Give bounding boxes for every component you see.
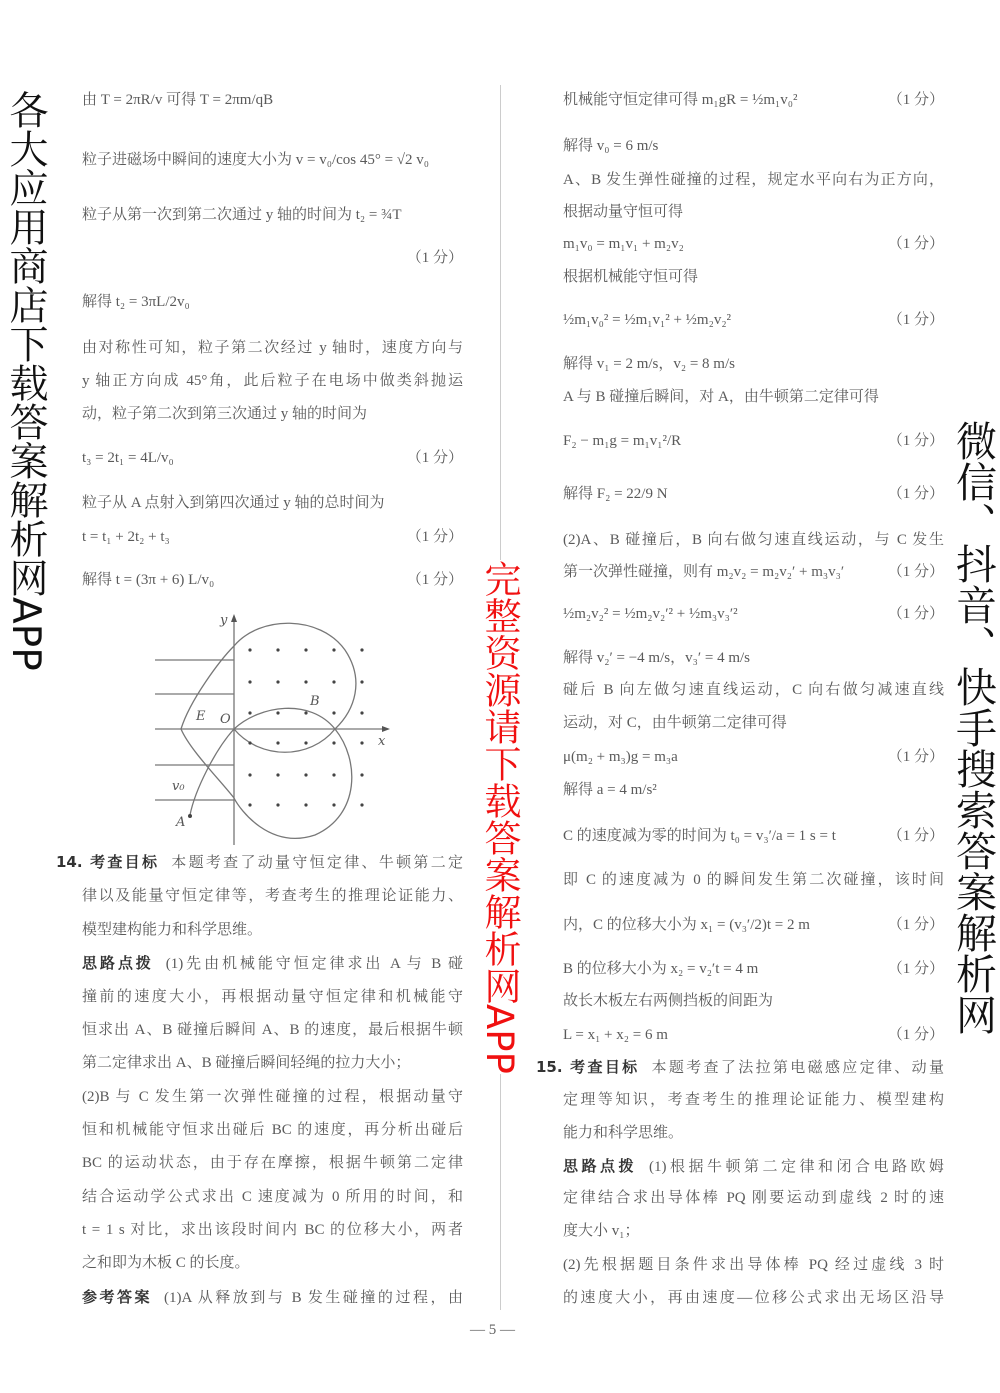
line-text: 根据机械能守恒可得 xyxy=(563,269,699,285)
text-line xyxy=(82,1153,463,1173)
field-dot xyxy=(276,648,279,651)
line-text: 第一次弹性碰撞，则有 m₂v₂ = m₂v₂′ + m₃v₃′ xyxy=(563,564,845,580)
line-text: 内，C 的位移大小为 x₁ = (v₃′/2)t = 2 m xyxy=(563,917,810,933)
field-e-label: E xyxy=(196,709,206,724)
text-line xyxy=(563,1221,944,1241)
text-line xyxy=(82,1253,463,1273)
text-line xyxy=(563,1025,878,1045)
field-dot xyxy=(332,648,335,651)
text-line xyxy=(563,1188,944,1208)
line-text: ½m₁v₀² = ½m₁v₁² + ½m₂v₂² xyxy=(563,312,732,328)
text-line xyxy=(563,870,944,890)
line-text: μ(m₂ + m₃)g = m₃a xyxy=(563,749,678,765)
line-text: (1)A 从释放到与 B 发生碰撞的过程，由 xyxy=(164,1290,463,1306)
text-line xyxy=(563,234,878,254)
text-line xyxy=(563,826,878,846)
line-text: 解得 v₂′ = −4 m/s，v₃′ = 4 m/s xyxy=(563,650,750,666)
score-label: （1 分） xyxy=(887,917,944,933)
line-text: 机械能守恒定律可得 m₁gR = ½m₁v₀² xyxy=(563,92,798,108)
line-text: 由 T = 2πR/v 可得 T = 2πm/qB xyxy=(82,92,274,108)
field-dot xyxy=(360,680,363,683)
line-text: 即 C 的速度减为 0 的瞬间发生第二次碰撞，该时间 xyxy=(563,872,944,888)
field-dot xyxy=(332,773,335,776)
field-dot xyxy=(276,680,279,683)
line-text: 解得 t = (3π + 6) L/v₀ xyxy=(82,572,215,588)
text-line xyxy=(563,431,878,451)
line-text: 模型建构能力和科学思维。 xyxy=(82,922,263,938)
field-dot xyxy=(304,648,307,651)
score-label: （1 分） xyxy=(887,564,944,580)
line-text: (2)B 与 C 发生第一次弹性碰撞的过程，根据动量守 xyxy=(82,1089,463,1105)
text-line xyxy=(82,338,463,358)
line-text: 能力和科学思维。 xyxy=(563,1125,684,1141)
text-line xyxy=(82,371,463,391)
text-line xyxy=(82,90,463,110)
field-dot xyxy=(248,680,251,683)
line-text: t₃ = 2t₁ = 4L/v₀ xyxy=(82,450,174,466)
text-line xyxy=(563,310,878,330)
line-text: 第二定律求出 A、B 碰撞后瞬间轻绳的拉力大小； xyxy=(82,1055,411,1071)
line-text: BC 的运动状态，由于存在摩擦，根据牛顿第二定律 xyxy=(82,1155,463,1171)
line-text: L = x₁ + x₂ = 6 m xyxy=(563,1027,668,1043)
text-line xyxy=(82,205,463,225)
text-line xyxy=(82,1053,463,1073)
line-text: (1)根据牛顿第二定律和闭合电路欧姆 xyxy=(649,1159,944,1175)
text-line xyxy=(563,136,944,156)
field-dot xyxy=(248,648,251,651)
field-dot xyxy=(304,773,307,776)
score-label: （1 分） xyxy=(887,236,944,252)
text-line xyxy=(563,604,878,624)
field-dot xyxy=(360,803,363,806)
particle-trajectory xyxy=(181,623,356,838)
section-heading: 14. 考查目标 xyxy=(56,853,160,871)
field-dot xyxy=(360,711,363,714)
section-heading-line xyxy=(563,1156,944,1177)
watermark-text: 各大应用商店下载答案解析网APP xyxy=(3,90,48,671)
section-heading-line xyxy=(536,1057,944,1078)
field-dot xyxy=(360,741,363,744)
point-a-label: A xyxy=(176,815,186,830)
field-dot xyxy=(276,711,279,714)
line-text: C 的速度减为零的时间为 t₀ = v₃′/a = 1 s = t xyxy=(563,828,836,844)
line-text: 粒子进磁场中瞬间的速度大小为 v = v₀/cos 45° = √2 v₀ xyxy=(82,152,430,168)
text-line xyxy=(82,493,463,513)
text-line xyxy=(563,680,944,700)
text-line xyxy=(563,915,878,935)
line-text: B 的位移大小为 x₂ = v₂′t = 4 m xyxy=(563,961,759,977)
x-axis-label: x xyxy=(378,734,386,749)
line-text: y 轴正方向成 45°角，此后粒子在电场中做类斜抛运 xyxy=(82,373,463,389)
text-line xyxy=(563,1123,944,1143)
line-text: t = 1 s 对比，求出该段时间内 BC 的位移大小，两者 xyxy=(82,1222,463,1238)
text-line xyxy=(82,1187,463,1207)
text-line xyxy=(82,1087,463,1107)
line-text: 的速度大小，再由速度—位移公式求出无场区沿导 xyxy=(563,1290,944,1306)
text-line xyxy=(563,202,944,222)
section-heading-line xyxy=(82,1287,463,1308)
text-line xyxy=(563,1288,944,1308)
field-dot xyxy=(332,741,335,744)
line-text: 故长木板左右两侧挡板的间距为 xyxy=(563,993,774,1009)
field-dot xyxy=(304,803,307,806)
section-heading: 参考答案 xyxy=(82,1288,153,1306)
score-label: （1 分） xyxy=(887,828,944,844)
text-line xyxy=(563,991,944,1011)
text-line xyxy=(563,713,944,733)
line-text: F₂ − m₁g = m₁v₁²/R xyxy=(563,433,682,449)
line-text: A 与 B 碰撞后瞬间，对 A，由牛顿第二定律可得 xyxy=(563,389,879,405)
field-dot xyxy=(332,680,335,683)
score-label: （1 分） xyxy=(406,450,463,466)
score-label: （1 分） xyxy=(406,529,463,545)
line-text: 解得 v₀ = 6 m/s xyxy=(563,138,659,154)
text-line xyxy=(82,1120,463,1140)
text-line xyxy=(563,747,878,767)
text-line xyxy=(82,404,463,424)
score-label: （1 分） xyxy=(406,250,463,266)
field-dot xyxy=(360,648,363,651)
line-text: 解得 v₁ = 2 m/s，v₂ = 8 m/s xyxy=(563,356,735,372)
point-a xyxy=(188,814,192,818)
text-line xyxy=(563,90,878,110)
text-line xyxy=(82,448,397,468)
line-text: 解得 a = 4 m/s² xyxy=(563,782,657,798)
text-line xyxy=(563,354,944,374)
line-text: 结合运动学公式求出 C 速度减为 0 所用的时间，和 xyxy=(82,1189,463,1205)
v0-label: v₀ xyxy=(172,779,185,794)
line-text: 本题考查了法拉第电磁感应定律、动量 xyxy=(651,1060,944,1076)
origin-label: O xyxy=(220,712,231,727)
field-dot xyxy=(332,711,335,714)
text-line xyxy=(82,150,463,170)
line-text: 解得 t₂ = 3πL/2v₀ xyxy=(82,294,190,310)
text-line xyxy=(563,170,944,190)
line-text: 由对称性可知，粒子第二次经过 y 轴时，速度方向与 xyxy=(82,340,463,356)
line-text: (2)A、B 碰撞后，B 向右做匀速直线运动，与 C 发生 xyxy=(563,532,944,548)
y-axis-label: y xyxy=(220,613,228,628)
line-text: 本题考查了动量守恒定律、牛顿第二定 xyxy=(171,855,463,871)
line-text: (1)先由机械能守恒定律求出 A 与 B 碰 xyxy=(165,956,463,972)
line-text: 度大小 v₁； xyxy=(563,1223,640,1239)
line-text: 解得 F₂ = 22/9 N xyxy=(563,486,668,502)
text-line xyxy=(563,648,944,668)
field-dot xyxy=(248,711,251,714)
line-text: 定律结合求出导体棒 PQ 刚要运动到虚线 2 时的速 xyxy=(563,1190,944,1206)
y-axis-arrow xyxy=(231,614,237,622)
field-dot xyxy=(360,773,363,776)
score-label: （1 分） xyxy=(887,749,944,765)
line-text: 运动，对 C，由牛顿第二定律可得 xyxy=(563,715,787,731)
section-heading-line xyxy=(82,953,463,974)
line-text: 粒子从第一次到第二次通过 y 轴的时间为 t₂ = ¾T xyxy=(82,207,402,223)
score-label: （1 分） xyxy=(887,312,944,328)
field-dot xyxy=(276,803,279,806)
line-text: A、B 发生弹性碰撞的过程，规定水平向右为正方向， xyxy=(563,172,944,188)
line-text: 撞前的速度大小，再根据动量守恒定律和机械能守 xyxy=(82,989,463,1005)
magnetic-field-diagram xyxy=(150,610,400,850)
section-heading-line xyxy=(56,852,463,873)
line-text: 恒求出 A、B 碰撞后瞬间 A、B 的速度，最后根据牛顿 xyxy=(82,1022,463,1038)
text-line xyxy=(563,562,878,582)
field-dots xyxy=(248,648,363,806)
text-line xyxy=(82,920,463,940)
field-dot xyxy=(276,741,279,744)
line-text: ½m₂v₂² = ½m₂v₂′² + ½m₃v₃′² xyxy=(563,606,738,622)
line-text: 之和即为木板 C 的长度。 xyxy=(82,1255,250,1271)
section-heading: 思路点拨 xyxy=(82,954,154,972)
line-text: t = t₁ + 2t₂ + t₃ xyxy=(82,529,170,545)
section-heading: 思路点拨 xyxy=(563,1157,637,1175)
line-text: m₁v₀ = m₁v₁ + m₂v₂ xyxy=(563,236,684,252)
section-heading: 15. 考查目标 xyxy=(536,1058,640,1076)
line-text: 恒和机械能守恒求出碰后 BC 的速度，再分析出碰后 xyxy=(82,1122,463,1138)
text-line xyxy=(82,570,397,590)
field-dot xyxy=(304,711,307,714)
text-line xyxy=(82,527,397,547)
text-line xyxy=(563,1255,944,1275)
text-line xyxy=(563,780,944,800)
score-label: （1 分） xyxy=(887,433,944,449)
score-label: （1 分） xyxy=(887,1027,944,1043)
line-text: 粒子从 A 点射入到第四次通过 y 轴的总时间为 xyxy=(82,495,385,511)
line-text: 律以及能量守恒定律等，考查考生的推理论证能力、 xyxy=(82,888,463,904)
field-b-label: B xyxy=(310,694,320,709)
score-label: （1 分） xyxy=(887,92,944,108)
text-line xyxy=(563,267,944,287)
text-line xyxy=(82,1020,463,1040)
text-line xyxy=(563,387,944,407)
field-dot xyxy=(248,773,251,776)
text-line xyxy=(82,1220,463,1240)
x-axis-arrow xyxy=(382,726,390,732)
line-text: 定理等知识，考查考生的推理论证能力、模型建构 xyxy=(563,1092,944,1108)
watermark-text: 完整资源请下载答案解析网APP xyxy=(478,560,521,1074)
score-label: （1 分） xyxy=(887,606,944,622)
watermark-text: 微信、抖音、快手搜索答案解析网 xyxy=(949,420,997,1035)
field-dot xyxy=(304,680,307,683)
text-line xyxy=(563,1090,944,1110)
score-label: （1 分） xyxy=(887,961,944,977)
text-line xyxy=(82,292,463,312)
score-label: （1 分） xyxy=(887,486,944,502)
field-dot xyxy=(304,741,307,744)
line-text: 动，粒子第二次到第三次通过 y 轴的时间为 xyxy=(82,406,368,422)
field-dot xyxy=(248,803,251,806)
line-text: 根据动量守恒可得 xyxy=(563,204,684,220)
field-dot xyxy=(276,773,279,776)
line-text: 碰后 B 向左做匀速直线运动，C 向右做匀减速直线 xyxy=(563,682,944,698)
text-line xyxy=(82,886,463,906)
text-line xyxy=(563,484,878,504)
field-dot xyxy=(248,741,251,744)
text-line xyxy=(82,987,463,1007)
field-dot xyxy=(332,803,335,806)
text-line xyxy=(563,959,878,979)
line-text: (2)先根据题目条件求出导体棒 PQ 经过虚线 3 时 xyxy=(563,1257,944,1273)
page-number: — 5 — xyxy=(470,1322,515,1338)
score-label: （1 分） xyxy=(406,572,463,588)
text-line xyxy=(563,530,944,550)
